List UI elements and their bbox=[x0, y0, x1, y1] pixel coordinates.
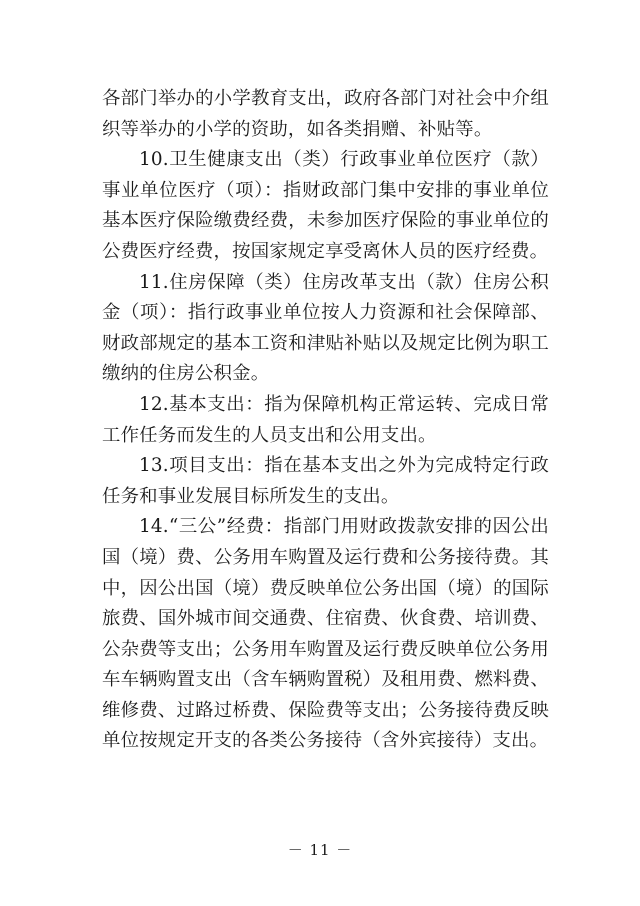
paragraph-item-13: 13.项目支出：指在基本支出之外为完成特定行政任务和事业发展目标所发生的支出。 bbox=[102, 455, 549, 507]
body-text bbox=[102, 84, 549, 757]
paragraph-item-12: 12.基本支出：指为保障机构正常运转、完成日常工作任务而发生的人员支出和公用支出。 bbox=[102, 393, 549, 446]
paragraph-item-10: 10.卫生健康支出（类）行政事业单位医疗（款）事业单位医疗（项）：指财政部门集中安排的事业单位基本医疗保险缴费经费，未参加医疗保险的事业单位的公费医疗经费，按国家规定享受离休人员的医疗经费。 bbox=[102, 149, 549, 262]
page-number: － 11 － bbox=[287, 841, 353, 859]
paragraph-item-11: 11.住房保障（类）住房改革支出（款）住房公积金（项）：指行政事业单位按人力资源和社会保障部、财政部规定的基本工资和津贴补贴以及规定比例为职工缴纳的住房公积金。 bbox=[102, 271, 549, 385]
paragraph-item-14: 14.“三公”经费：指部门用财政拨款安排的因公出国（境）费、公务用车购置及运行费和公务接待费。其中，因公出国（境）费反映单位公务出国（境）的国际旅费、国外城市间交通费、住宿费、伙食费、培训费、公杂费等支出；公务用车购置及运行费反映单位公务用车车辆购置支出（含车辆购置税）及租用费、燃料费、维修费、过路过桥费、保险费等支出；公务接待费反映单位按规定开支的各类公务接待（含外宾接待）支出。 bbox=[102, 516, 549, 752]
paragraph-continuation: 各部门举办的小学教育支出，政府各部门对社会中介组织等举办的小学的资助，如各类捐赠、补贴等。 bbox=[102, 88, 549, 140]
